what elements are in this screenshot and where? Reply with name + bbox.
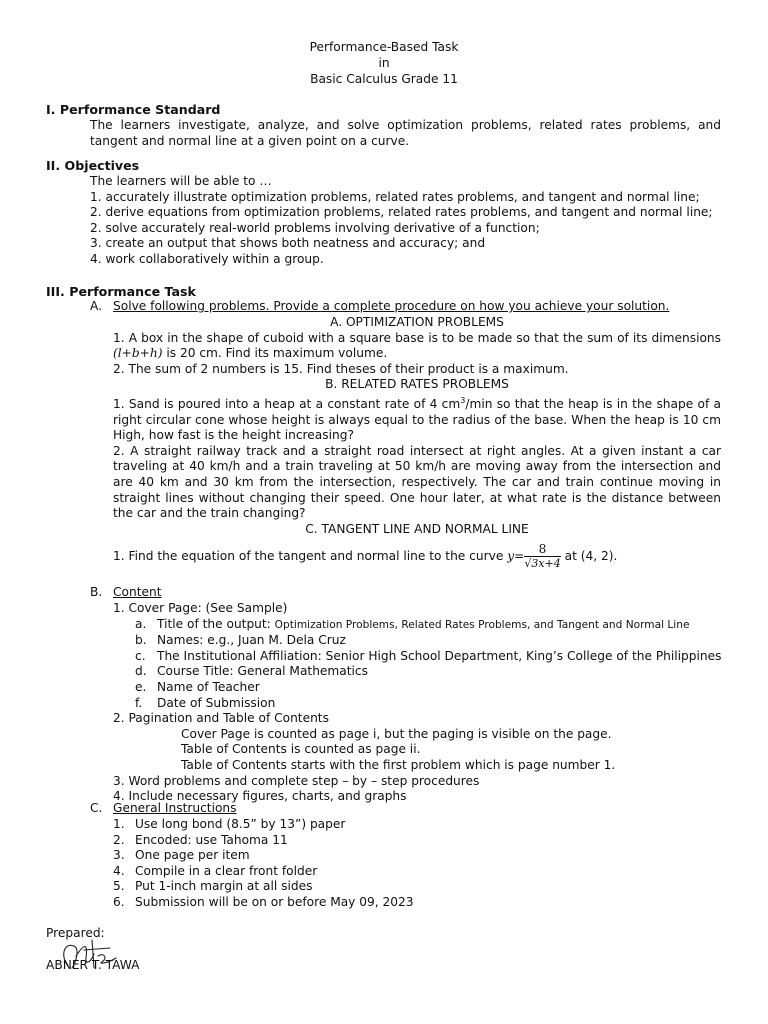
content-item-figures: 4. Include necessary figures, charts, and graphs [113,789,407,804]
instruction-item: 3. One page per item [113,848,250,863]
preparer-name: ABNER T. TAWA [46,958,140,972]
pagination-note: Cover Page is counted as page i, but the paging is visible on the page. [181,726,612,741]
performance-standard-text: The learners investigate, analyze, and solve optimization problems, related rates problems, and tangent and normal line at a given point on a curve. [90,118,721,148]
part-a-instruction: Solve following problems. Provide a complete procedure on how you achieve your solution. [113,299,670,313]
instruction-item: 6. Submission will be on or before May 09, 2023 [113,894,414,909]
part-c-letter: C. [90,801,103,815]
section-performance-standard-title: I. Performance Standard [46,102,221,117]
instruction-item: 5. Put 1-inch margin at all sides [113,879,313,894]
dimensions-expression: (l+b+h) [113,346,163,361]
cover-page-sublist [113,617,733,712]
pagination-note: Table of Contents is counted as page ii. [181,742,421,757]
part-a-letter: A. [90,299,102,313]
prepared-label: Prepared: [46,926,105,940]
objective-item: 2. solve accurately real-world problems involving derivative of a function; [90,220,540,235]
related-rates-title: B. RELATED RATES PROBLEMS [325,377,509,392]
cover-subitem: c. The Institutional Affiliation: Senior High School Department, King’s College of the Philippines [135,648,722,663]
tangent-normal-problem-1: 1. Find the equation of the tangent and normal line to the curve y= $\frac{8}{√3x+4}$ at (4, 2). [113,542,618,571]
cover-subitem: f. Date of Submission [135,695,276,710]
curve-fraction: $\frac{8}{√3x+4}$ [524,542,561,571]
doc-title-line3: Basic Calculus Grade 11 [310,72,458,86]
optimization-problem-1: 1. A box in the shape of cuboid with a square base is to be made so that the sum of its dimensions (l+b+h) is 20 cm. Find its maximum volume. [113,330,721,361]
section-performance-task-title: III. Performance Task [46,284,196,299]
cover-subitem: d. Course Title: General Mathematics [135,664,368,679]
doc-title-line2: in [378,56,390,70]
tangent-normal-title: C. TANGENT LINE AND NORMAL LINE [305,521,529,536]
objective-item: 4. work collaboratively within a group. [90,251,324,266]
objectives-list [90,174,721,268]
cover-subitem: e. Name of Teacher [135,679,260,694]
objectives-intro: The learners will be able to … [90,174,272,188]
objective-item: 2. derive equations from optimization problems, related rates problems, and tangent and normal line; [90,205,713,220]
section-objectives-title: II. Objectives [46,158,140,173]
problems-block [113,315,721,573]
instruction-item: 4. Compile in a clear front folder [113,863,318,878]
content-item-word-problems: 3. Word problems and complete step – by – step procedures [113,773,480,788]
cover-subitem: b. Names: e.g., Juan M. Dela Cruz [135,633,346,648]
content-item-pagination: 2. Pagination and Table of Contents [113,711,329,726]
doc-title-line1: Performance-Based Task [309,40,459,54]
optimization-problem-2: 2. The sum of 2 numbers is 15. Find theses of their product is a maximum. [113,361,569,376]
instruction-item: 1. Use long bond (8.5” by 13”) paper [113,817,346,831]
pagination-note: Table of Contents starts with the first problem which is page number 1. [181,757,616,772]
related-rates-problem-1: 1. Sand is poured into a heap at a constant rate of 4 $cm^3/\min$ so that the heap is in the shape of a right circular cone whose height is always equal to the radius of the base. When the heap is 10 cm High, how fast is the height increasing? [113,395,721,443]
objective-item: 3. create an output that shows both neatness and accuracy; and [90,236,486,251]
related-rates-problem-2: 2. A straight railway track and a straight road intersect at right angles. At a given instant a car traveling at 40 km/h and a train traveling at 50 km/h are moving away from the intersection and are 40 km and 30 km from the intersection, respectively. The car and train continue moving in straight lines without changing their speed. One hour later, at what rate is the distance between the car and the train changing? [113,443,721,521]
content-item-cover-page: 1. Cover Page: (See Sample) [113,601,288,615]
optimization-title: A. OPTIMIZATION PROBLEMS [330,315,504,329]
instruction-item: 2. Encoded: use Tahoma 11 [113,832,288,847]
part-b-title: Content [113,585,162,599]
content-list [113,601,733,805]
cover-subitem: a. Title of the output: Optimization Problems, Related Rates Problems, and Tangent and Normal Line [135,616,690,631]
objective-item: 1. accurately illustrate optimization problems, related rates problems, and tangent and normal line; [90,189,700,204]
part-c-title: General Instructions [113,801,237,815]
part-b-letter: B. [90,585,103,599]
general-instructions-list [113,817,713,911]
pagination-notes [113,727,733,774]
